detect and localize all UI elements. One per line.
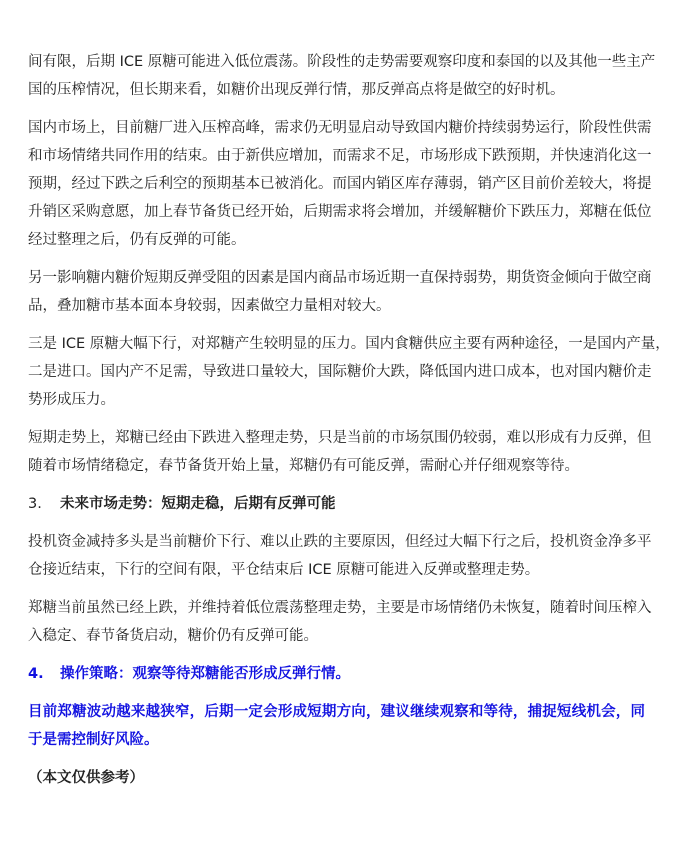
text-line: 间有限，后期 ICE 原糖可能进入低位震荡。阶段性的走势需要观察印度和泰国的以及其他一些主产: [28, 54, 656, 70]
text-line: 入稳定、春节备货启动，糖价仍有反弹可能。: [28, 628, 318, 644]
paragraph-short-term: [28, 424, 652, 480]
text-line: 于是需控制好风险。: [28, 732, 159, 748]
section-3-heading: [28, 490, 645, 518]
text-line: 国内市场上，目前糖厂进入压榨高峰，需求仍无明显启动导致国内糖价持续弱势运行，阶段性供需: [28, 120, 652, 136]
text-line: 和市场情绪共同作用的结束。由于新供应增加，而需求不足，市场形成下跌预期，并快速消化这一: [28, 148, 652, 164]
paragraph-ice-pressure: [28, 330, 670, 414]
text-line: 升销区采购意愿，加上春节备货已经开始，后期需求将会增加，并缓解糖价下跌压力，郑糖在低位: [28, 204, 652, 220]
paragraph-domestic-market: [28, 114, 652, 254]
section-title: 未来市场走势：短期走稳，后期有反弹可能: [60, 496, 336, 512]
text-line: 品，叠加糖市基本面本身较弱，因素做空力量相对较大。: [28, 298, 391, 314]
text-line: 目前郑糖波动越来越狭窄，后期一定会形成短期方向，建议继续观察和等待，捕捉短线机会，同: [28, 704, 645, 720]
text-line: 国的压榨情况，但长期来看，如糖价出现反弹行情，那反弹高点将是做空的好时机。: [28, 82, 565, 98]
paragraph-commodity-weakness: [28, 264, 652, 320]
text-line: 经过整理之后，仍有反弹的可能。: [28, 232, 246, 248]
section-number: 4.: [28, 666, 44, 682]
text-line: 预期，经过下跌之后利空的预期基本已被消化。而国内销区库存薄弱，销产区目前价差较大，将提: [28, 176, 652, 192]
paragraph-ice-outlook: [28, 48, 656, 104]
text-line: 郑糖当前虽然已经上跌，并维持着低位震荡整理走势，主要是市场情绪仍未恢复，随着时间压榨入: [28, 600, 652, 616]
text-line: 三是 ICE 原糖大幅下行，对郑糖产生较明显的压力。国内食糖供应主要有两种途径，一是国内产量，: [28, 336, 670, 352]
paragraph-strategy: [28, 698, 645, 754]
text-line: 另一影响糖内糖价短期反弹受阻的因素是国内商品市场近期一直保持弱势，期货资金倾向于做空商: [28, 270, 652, 286]
text-line: 随着市场情绪稳定，春节备货开始上量，郑糖仍有可能反弹，需耐心并仔细观察等待。: [28, 458, 579, 474]
text-line: 仓接近结束，下行的空间有限，平仓结束后 ICE 原糖可能进入反弹或整理走势。: [28, 562, 540, 578]
text-line: 投机资金减持多头是当前糖价下行、难以止跌的主要原因，但经过大幅下行之后，投机资金净多平: [28, 534, 652, 550]
section-title: 操作策略：观察等待郑糖能否形成反弹行情。: [60, 666, 350, 682]
text-line: 势形成压力。: [28, 392, 115, 408]
paragraph-zheng-sugar: [28, 594, 652, 650]
paragraph-speculative-funds: [28, 528, 652, 584]
text-line: 二是进口。国内产不足需，导致进口量较大，国际糖价大跌，降低国内进口成本，也对国内糖价走: [28, 364, 652, 380]
section-4-heading: [28, 660, 645, 688]
text-line: 短期走势上，郑糖已经由下跌进入整理走势，只是当前的市场氛围仍较弱，难以形成有力反弹，但: [28, 430, 652, 446]
section-number: 3.: [28, 496, 42, 512]
footer-note: （本文仅供参考）: [28, 770, 144, 786]
